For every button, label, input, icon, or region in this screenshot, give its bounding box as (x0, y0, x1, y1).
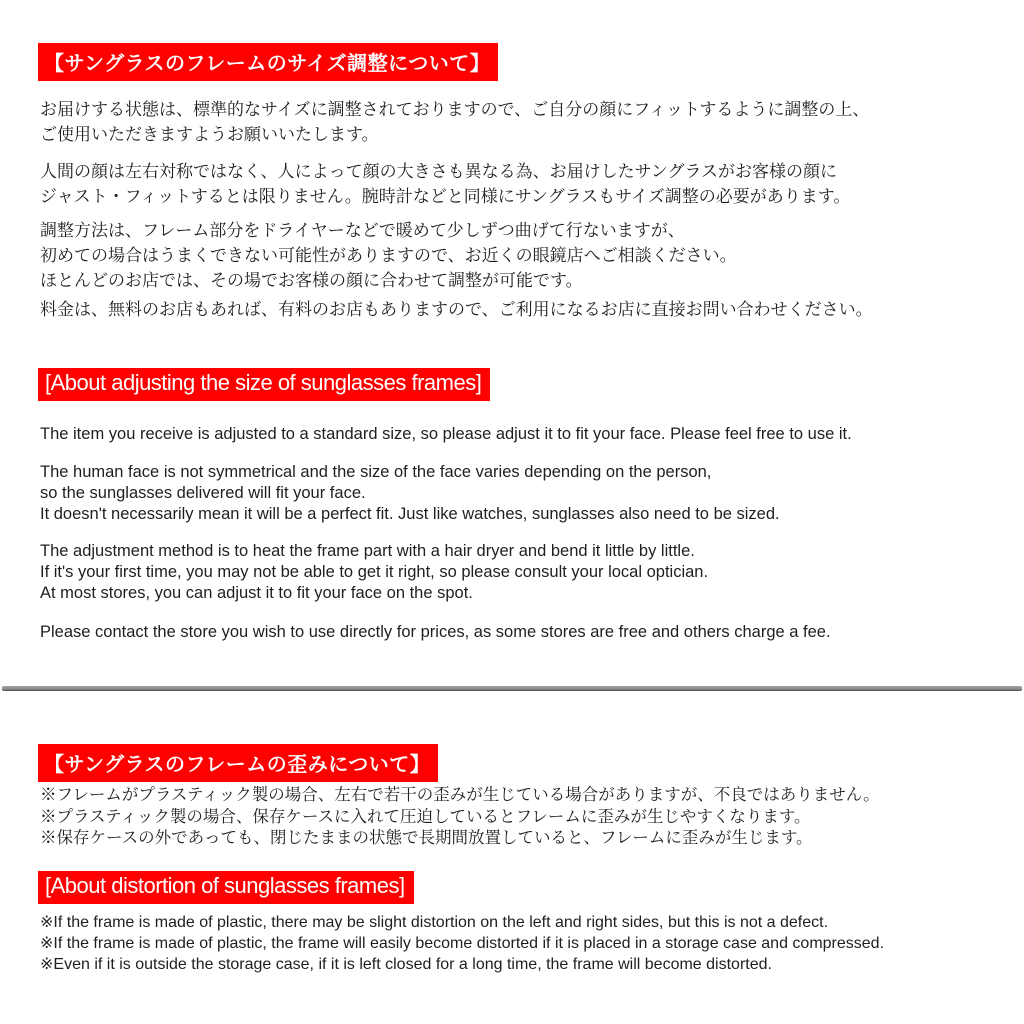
en-size-paragraph-1 (40, 424, 852, 445)
en-size-p4-line1: Please contact the store you wish to use directly for prices, as some stores are free and others charge a fee. (40, 623, 831, 641)
en-size-p2-line2: so the sunglasses delivered will fit your face. (40, 484, 366, 502)
jp-size-p2-line2: ジャスト・フィットするとは限りません。腕時計などと同様にサングラスもサイズ調整の必要があります。 (40, 187, 851, 206)
jp-dist-note-3: ※保存ケースの外であっても、閉じたままの状態で長期間放置していると、フレームに歪みが生じます。 (40, 829, 813, 847)
en-size-paragraph-4 (40, 622, 831, 643)
jp-size-p1-line1: お届けする状態は、標準的なサイズに調整されておりますので、ご自分の顔にフィットするように調整の上、 (40, 100, 870, 119)
jp-size-p3-line2: 初めての場合はうまくできない可能性がありますので、お近くの眼鏡店へご相談ください。 (40, 246, 737, 265)
en-size-p2-line3: It doesn't necessarily mean it will be a perfect fit. Just like watches, sunglasses also need to be sized. (40, 505, 780, 523)
en-size-p2-line1: The human face is not symmetrical and the size of the face varies depending on the person, (40, 463, 712, 481)
jp-size-p3-line3: ほとんどのお店では、その場でお客様の顔に合わせて調整が可能です。 (40, 271, 583, 290)
jp-size-p4-line1: 料金は、無料のお店もあれば、有料のお店もありますので、ご利用になるお店に直接お問い合わせください。 (40, 300, 873, 319)
en-size-p3-line2: If it's your first time, you may not be able to get it right, so please consult your local optician. (40, 563, 709, 581)
en-size-p3-line1: The adjustment method is to heat the frame part with a hair dryer and bend it little by little. (40, 542, 695, 560)
jp-size-paragraph-4 (40, 297, 873, 322)
jp-distortion-notes (40, 785, 880, 850)
en-size-paragraph-3 (40, 541, 708, 604)
en-dist-note-1: ※If the frame is made of plastic, there may be slight distortion on the left and right sides, but this is not a defect. (40, 914, 829, 931)
jp-size-paragraph-2 (40, 159, 850, 209)
heading-size-adjustment-jp: 【サングラスのフレームのサイズ調整について】 (38, 43, 498, 81)
en-dist-note-3: ※Even if it is outside the storage case, if it is left closed for a long time, the frame will become distorted. (40, 956, 772, 973)
jp-dist-note-1: ※フレームがプラスティック製の場合、左右で若干の歪みが生じている場合がありますが、不良ではありません。 (40, 786, 880, 804)
heading-distortion-en: [About distortion of sunglasses frames] (38, 871, 414, 904)
en-size-paragraph-2 (40, 462, 780, 525)
en-size-p3-line3: At most stores, you can adjust it to fit your face on the spot. (40, 584, 473, 602)
jp-size-p2-line1: 人間の顔は左右対称ではなく、人によって顔の大きさも異なる為、お届けしたサングラスがお客様の顔に (40, 162, 837, 181)
en-size-p1-line1: The item you receive is adjusted to a standard size, so please adjust it to fit your face. Please feel free to use it. (40, 425, 852, 443)
en-dist-note-2: ※If the frame is made of plastic, the frame will easily become distorted if it is placed in a storage case and compressed. (40, 935, 885, 952)
jp-size-p1-line2: ご使用いただきますようお願いいたします。 (40, 125, 379, 144)
jp-size-paragraph-1 (40, 97, 869, 147)
en-distortion-notes (40, 912, 884, 975)
heading-size-adjustment-en: [About adjusting the size of sunglasses frames] (38, 368, 490, 401)
jp-size-paragraph-3 (40, 218, 737, 293)
section-divider (2, 686, 1022, 691)
jp-dist-note-2: ※プラスティック製の場合、保存ケースに入れて圧迫しているとフレームに歪みが生じやすくなります。 (40, 807, 811, 826)
jp-size-p3-line1: 調整方法は、フレーム部分をドライヤーなどで暖めて少しずつ曲げて行ないますが、 (40, 221, 685, 240)
heading-distortion-jp: 【サングラスのフレームの歪みについて】 (38, 744, 438, 782)
